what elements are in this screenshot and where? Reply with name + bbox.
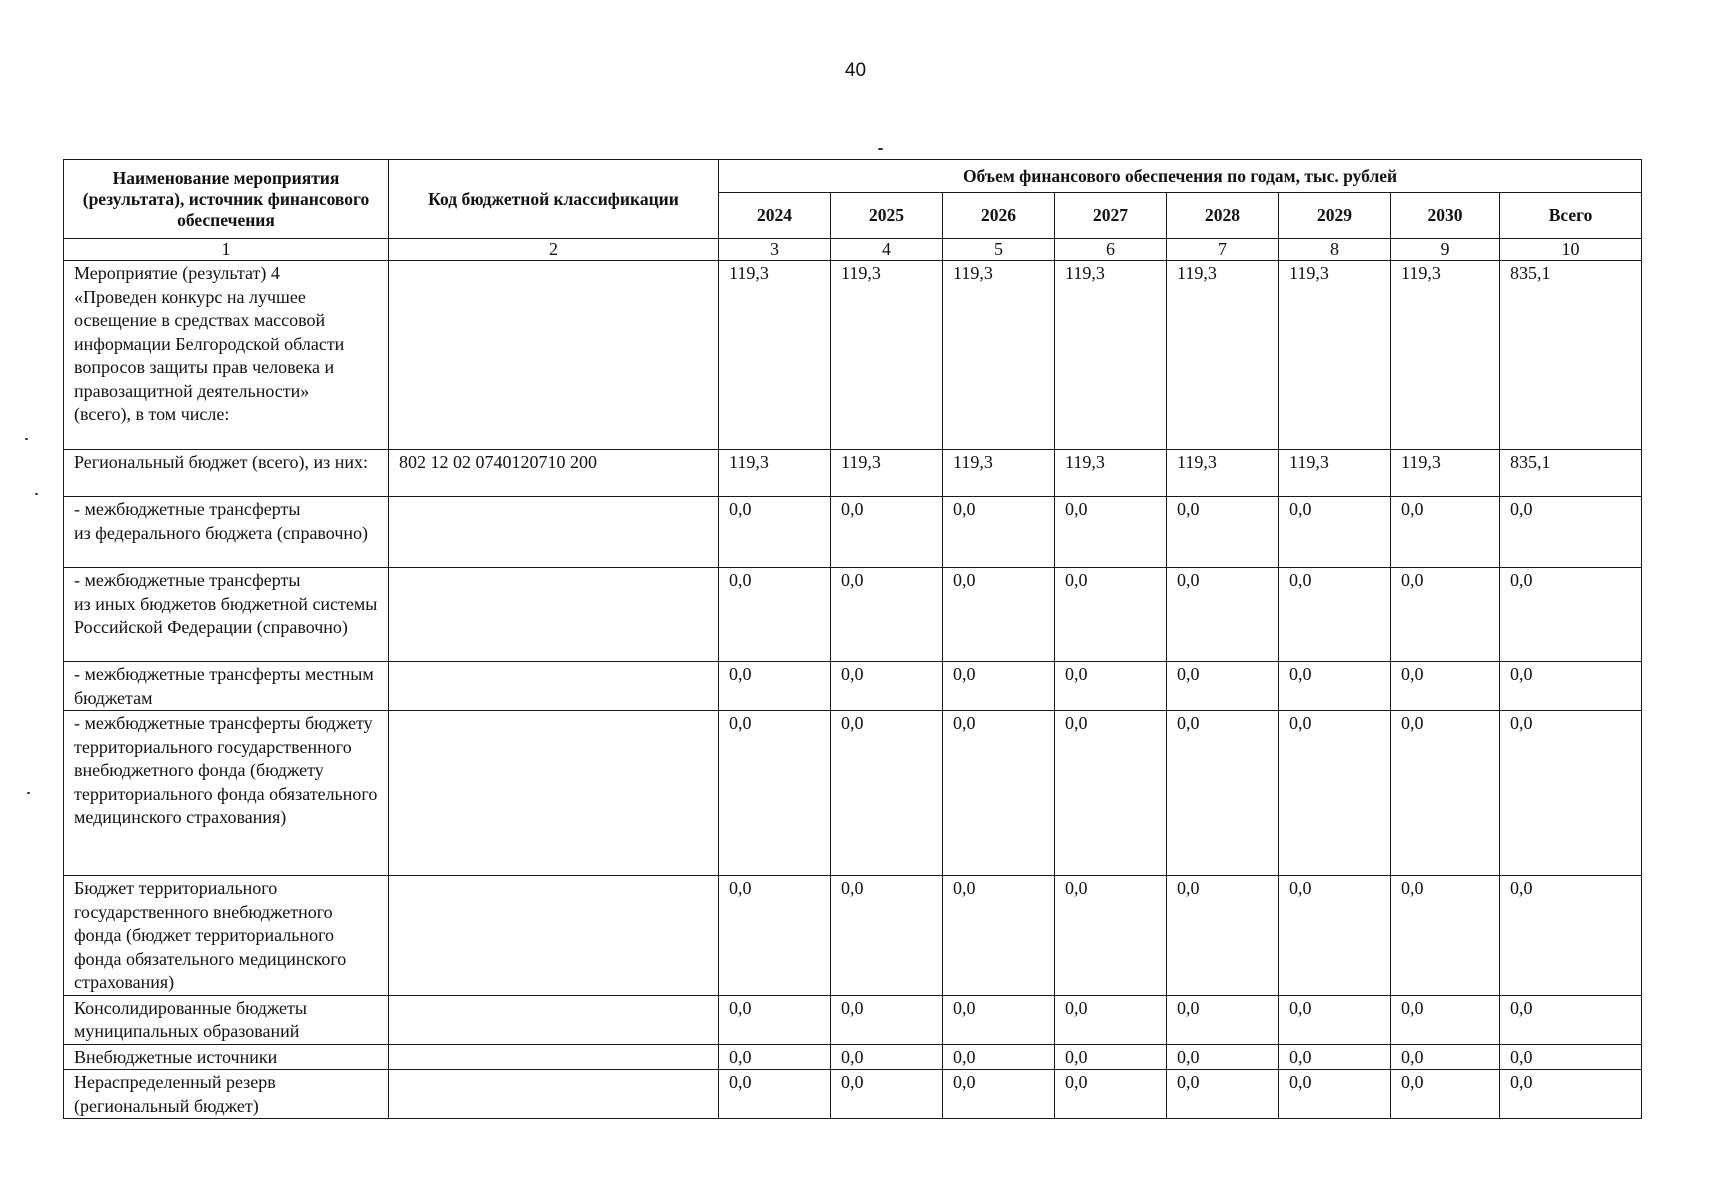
header-year: 2030 xyxy=(1391,193,1500,239)
row-year-value: 0,0 xyxy=(1279,1044,1391,1070)
row-year-value: 0,0 xyxy=(1279,995,1391,1044)
row-year-value: 0,0 xyxy=(943,995,1055,1044)
row-code xyxy=(389,1070,719,1119)
row-year-value: 0,0 xyxy=(831,995,943,1044)
row-year-value: 0,0 xyxy=(1055,1070,1167,1119)
row-year-value: 0,0 xyxy=(943,662,1055,711)
row-year-value: 0,0 xyxy=(719,995,831,1044)
row-total-value: 0,0 xyxy=(1500,1070,1642,1119)
row-name: Мероприятие (результат) 4 «Проведен конкурс на лучшее освещение в средствах массовой информации Белгородской области вопросов защиты прав человека и правозащитной деятельности» (всего), в том числе: xyxy=(64,261,389,450)
row-year-value: 0,0 xyxy=(1055,662,1167,711)
row-year-value: 0,0 xyxy=(1279,568,1391,662)
row-year-value: 0,0 xyxy=(719,711,831,876)
table-row xyxy=(64,876,1642,996)
header-volume: Объем финансового обеспечения по годам, тыс. рублей xyxy=(719,160,1642,193)
row-year-value: 0,0 xyxy=(831,1044,943,1070)
scan-speck xyxy=(878,148,883,150)
header-total: Всего xyxy=(1500,193,1642,239)
row-total-value: 0,0 xyxy=(1500,876,1642,996)
row-year-value: 0,0 xyxy=(1167,662,1279,711)
row-year-value: 119,3 xyxy=(1279,450,1391,497)
row-year-value: 0,0 xyxy=(1391,497,1500,568)
row-name: - межбюджетные трансферты из иных бюджетов бюджетной системы Российской Федерации (справочно) xyxy=(64,568,389,662)
table-row xyxy=(64,1070,1642,1119)
row-year-value: 0,0 xyxy=(1279,662,1391,711)
page-number: 40 xyxy=(844,60,867,81)
column-number: 8 xyxy=(1279,239,1391,261)
row-year-value: 0,0 xyxy=(943,568,1055,662)
row-total-value: 835,1 xyxy=(1500,450,1642,497)
column-number: 5 xyxy=(943,239,1055,261)
row-year-value: 0,0 xyxy=(1167,1070,1279,1119)
row-year-value: 0,0 xyxy=(1055,876,1167,996)
row-code xyxy=(389,497,719,568)
row-year-value: 0,0 xyxy=(831,711,943,876)
row-name: Региональный бюджет (всего), из них: xyxy=(64,450,389,497)
row-year-value: 0,0 xyxy=(1167,995,1279,1044)
row-year-value: 0,0 xyxy=(1055,497,1167,568)
header-code: Код бюджетной классификации xyxy=(389,160,719,239)
header-year: 2028 xyxy=(1167,193,1279,239)
row-year-value: 0,0 xyxy=(719,662,831,711)
row-code xyxy=(389,662,719,711)
row-name: - межбюджетные трансферты бюджету территориального государственного внебюджетного фонда (бюджету территориального фонда обязательного медицинского страхования) xyxy=(64,711,389,876)
row-year-value: 0,0 xyxy=(1167,711,1279,876)
row-code xyxy=(389,568,719,662)
row-year-value: 119,3 xyxy=(1055,450,1167,497)
column-number: 7 xyxy=(1167,239,1279,261)
table-row xyxy=(64,497,1642,568)
row-total-value: 0,0 xyxy=(1500,711,1642,876)
table-row xyxy=(64,711,1642,876)
row-code xyxy=(389,1044,719,1070)
row-year-value: 119,3 xyxy=(1391,450,1500,497)
row-year-value: 0,0 xyxy=(831,662,943,711)
row-year-value: 119,3 xyxy=(1167,261,1279,450)
row-code xyxy=(389,711,719,876)
row-year-value: 0,0 xyxy=(943,711,1055,876)
scan-speck xyxy=(35,493,38,495)
row-year-value: 119,3 xyxy=(1055,261,1167,450)
row-total-value: 0,0 xyxy=(1500,1044,1642,1070)
row-year-value: 0,0 xyxy=(943,876,1055,996)
row-name: - межбюджетные трансферты местным бюджетам xyxy=(64,662,389,711)
table-row xyxy=(64,450,1642,497)
row-name: Нераспределенный резерв (региональный бюджет) xyxy=(64,1070,389,1119)
row-name: Внебюджетные источники xyxy=(64,1044,389,1070)
row-year-value: 119,3 xyxy=(719,261,831,450)
row-year-value: 0,0 xyxy=(1279,497,1391,568)
row-year-value: 0,0 xyxy=(1391,568,1500,662)
row-year-value: 119,3 xyxy=(1167,450,1279,497)
row-year-value: 0,0 xyxy=(1279,1070,1391,1119)
row-year-value: 0,0 xyxy=(1055,995,1167,1044)
row-year-value: 0,0 xyxy=(1391,662,1500,711)
row-year-value: 0,0 xyxy=(719,497,831,568)
column-number: 4 xyxy=(831,239,943,261)
row-year-value: 119,3 xyxy=(719,450,831,497)
row-code: 802 12 02 0740120710 200 xyxy=(389,450,719,497)
financing-table xyxy=(63,159,1642,1119)
row-name: Консолидированные бюджеты муниципальных образований xyxy=(64,995,389,1044)
row-year-value: 119,3 xyxy=(831,450,943,497)
row-year-value: 0,0 xyxy=(1279,876,1391,996)
column-numbers-row xyxy=(64,239,1642,261)
table-row xyxy=(64,568,1642,662)
row-year-value: 0,0 xyxy=(1055,1044,1167,1070)
row-total-value: 0,0 xyxy=(1500,568,1642,662)
row-year-value: 119,3 xyxy=(943,261,1055,450)
row-code xyxy=(389,261,719,450)
row-year-value: 0,0 xyxy=(831,568,943,662)
column-number: 3 xyxy=(719,239,831,261)
row-year-value: 0,0 xyxy=(1391,1044,1500,1070)
row-year-value: 0,0 xyxy=(1391,876,1500,996)
row-year-value: 119,3 xyxy=(831,261,943,450)
column-number: 9 xyxy=(1391,239,1500,261)
table-row xyxy=(64,995,1642,1044)
row-year-value: 0,0 xyxy=(831,1070,943,1119)
row-year-value: 0,0 xyxy=(719,1044,831,1070)
scan-speck xyxy=(25,438,28,440)
row-year-value: 0,0 xyxy=(1055,711,1167,876)
column-number: 10 xyxy=(1500,239,1642,261)
header-year: 2027 xyxy=(1055,193,1167,239)
row-year-value: 119,3 xyxy=(1279,261,1391,450)
column-number: 1 xyxy=(64,239,389,261)
header-year: 2029 xyxy=(1279,193,1391,239)
header-year: 2025 xyxy=(831,193,943,239)
row-total-value: 0,0 xyxy=(1500,995,1642,1044)
row-year-value: 0,0 xyxy=(943,497,1055,568)
row-year-value: 0,0 xyxy=(831,497,943,568)
table-row xyxy=(64,1044,1642,1070)
header-name: Наименование мероприятия (результата), источник финансового обеспечения xyxy=(64,160,389,239)
row-year-value: 0,0 xyxy=(943,1070,1055,1119)
row-year-value: 0,0 xyxy=(831,876,943,996)
row-year-value: 0,0 xyxy=(719,1070,831,1119)
row-year-value: 0,0 xyxy=(1167,876,1279,996)
row-total-value: 0,0 xyxy=(1500,497,1642,568)
row-name: Бюджет территориального государственного внебюджетного фонда (бюджет территориального фонда обязательного медицинского страхования) xyxy=(64,876,389,996)
row-year-value: 0,0 xyxy=(1167,568,1279,662)
column-number: 6 xyxy=(1055,239,1167,261)
row-total-value: 0,0 xyxy=(1500,662,1642,711)
row-year-value: 119,3 xyxy=(1391,261,1500,450)
row-year-value: 0,0 xyxy=(719,568,831,662)
row-year-value: 0,0 xyxy=(1279,711,1391,876)
row-year-value: 119,3 xyxy=(943,450,1055,497)
header-year: 2026 xyxy=(943,193,1055,239)
column-number: 2 xyxy=(389,239,719,261)
row-code xyxy=(389,876,719,996)
row-year-value: 0,0 xyxy=(1055,568,1167,662)
table-row xyxy=(64,261,1642,450)
table-row xyxy=(64,662,1642,711)
scan-speck xyxy=(27,792,30,794)
row-year-value: 0,0 xyxy=(1391,995,1500,1044)
row-code xyxy=(389,995,719,1044)
row-year-value: 0,0 xyxy=(943,1044,1055,1070)
row-name: - межбюджетные трансферты из федерального бюджета (справочно) xyxy=(64,497,389,568)
row-year-value: 0,0 xyxy=(1391,711,1500,876)
row-year-value: 0,0 xyxy=(1167,497,1279,568)
header-year: 2024 xyxy=(719,193,831,239)
row-year-value: 0,0 xyxy=(719,876,831,996)
row-year-value: 0,0 xyxy=(1167,1044,1279,1070)
row-year-value: 0,0 xyxy=(1391,1070,1500,1119)
row-total-value: 835,1 xyxy=(1500,261,1642,450)
